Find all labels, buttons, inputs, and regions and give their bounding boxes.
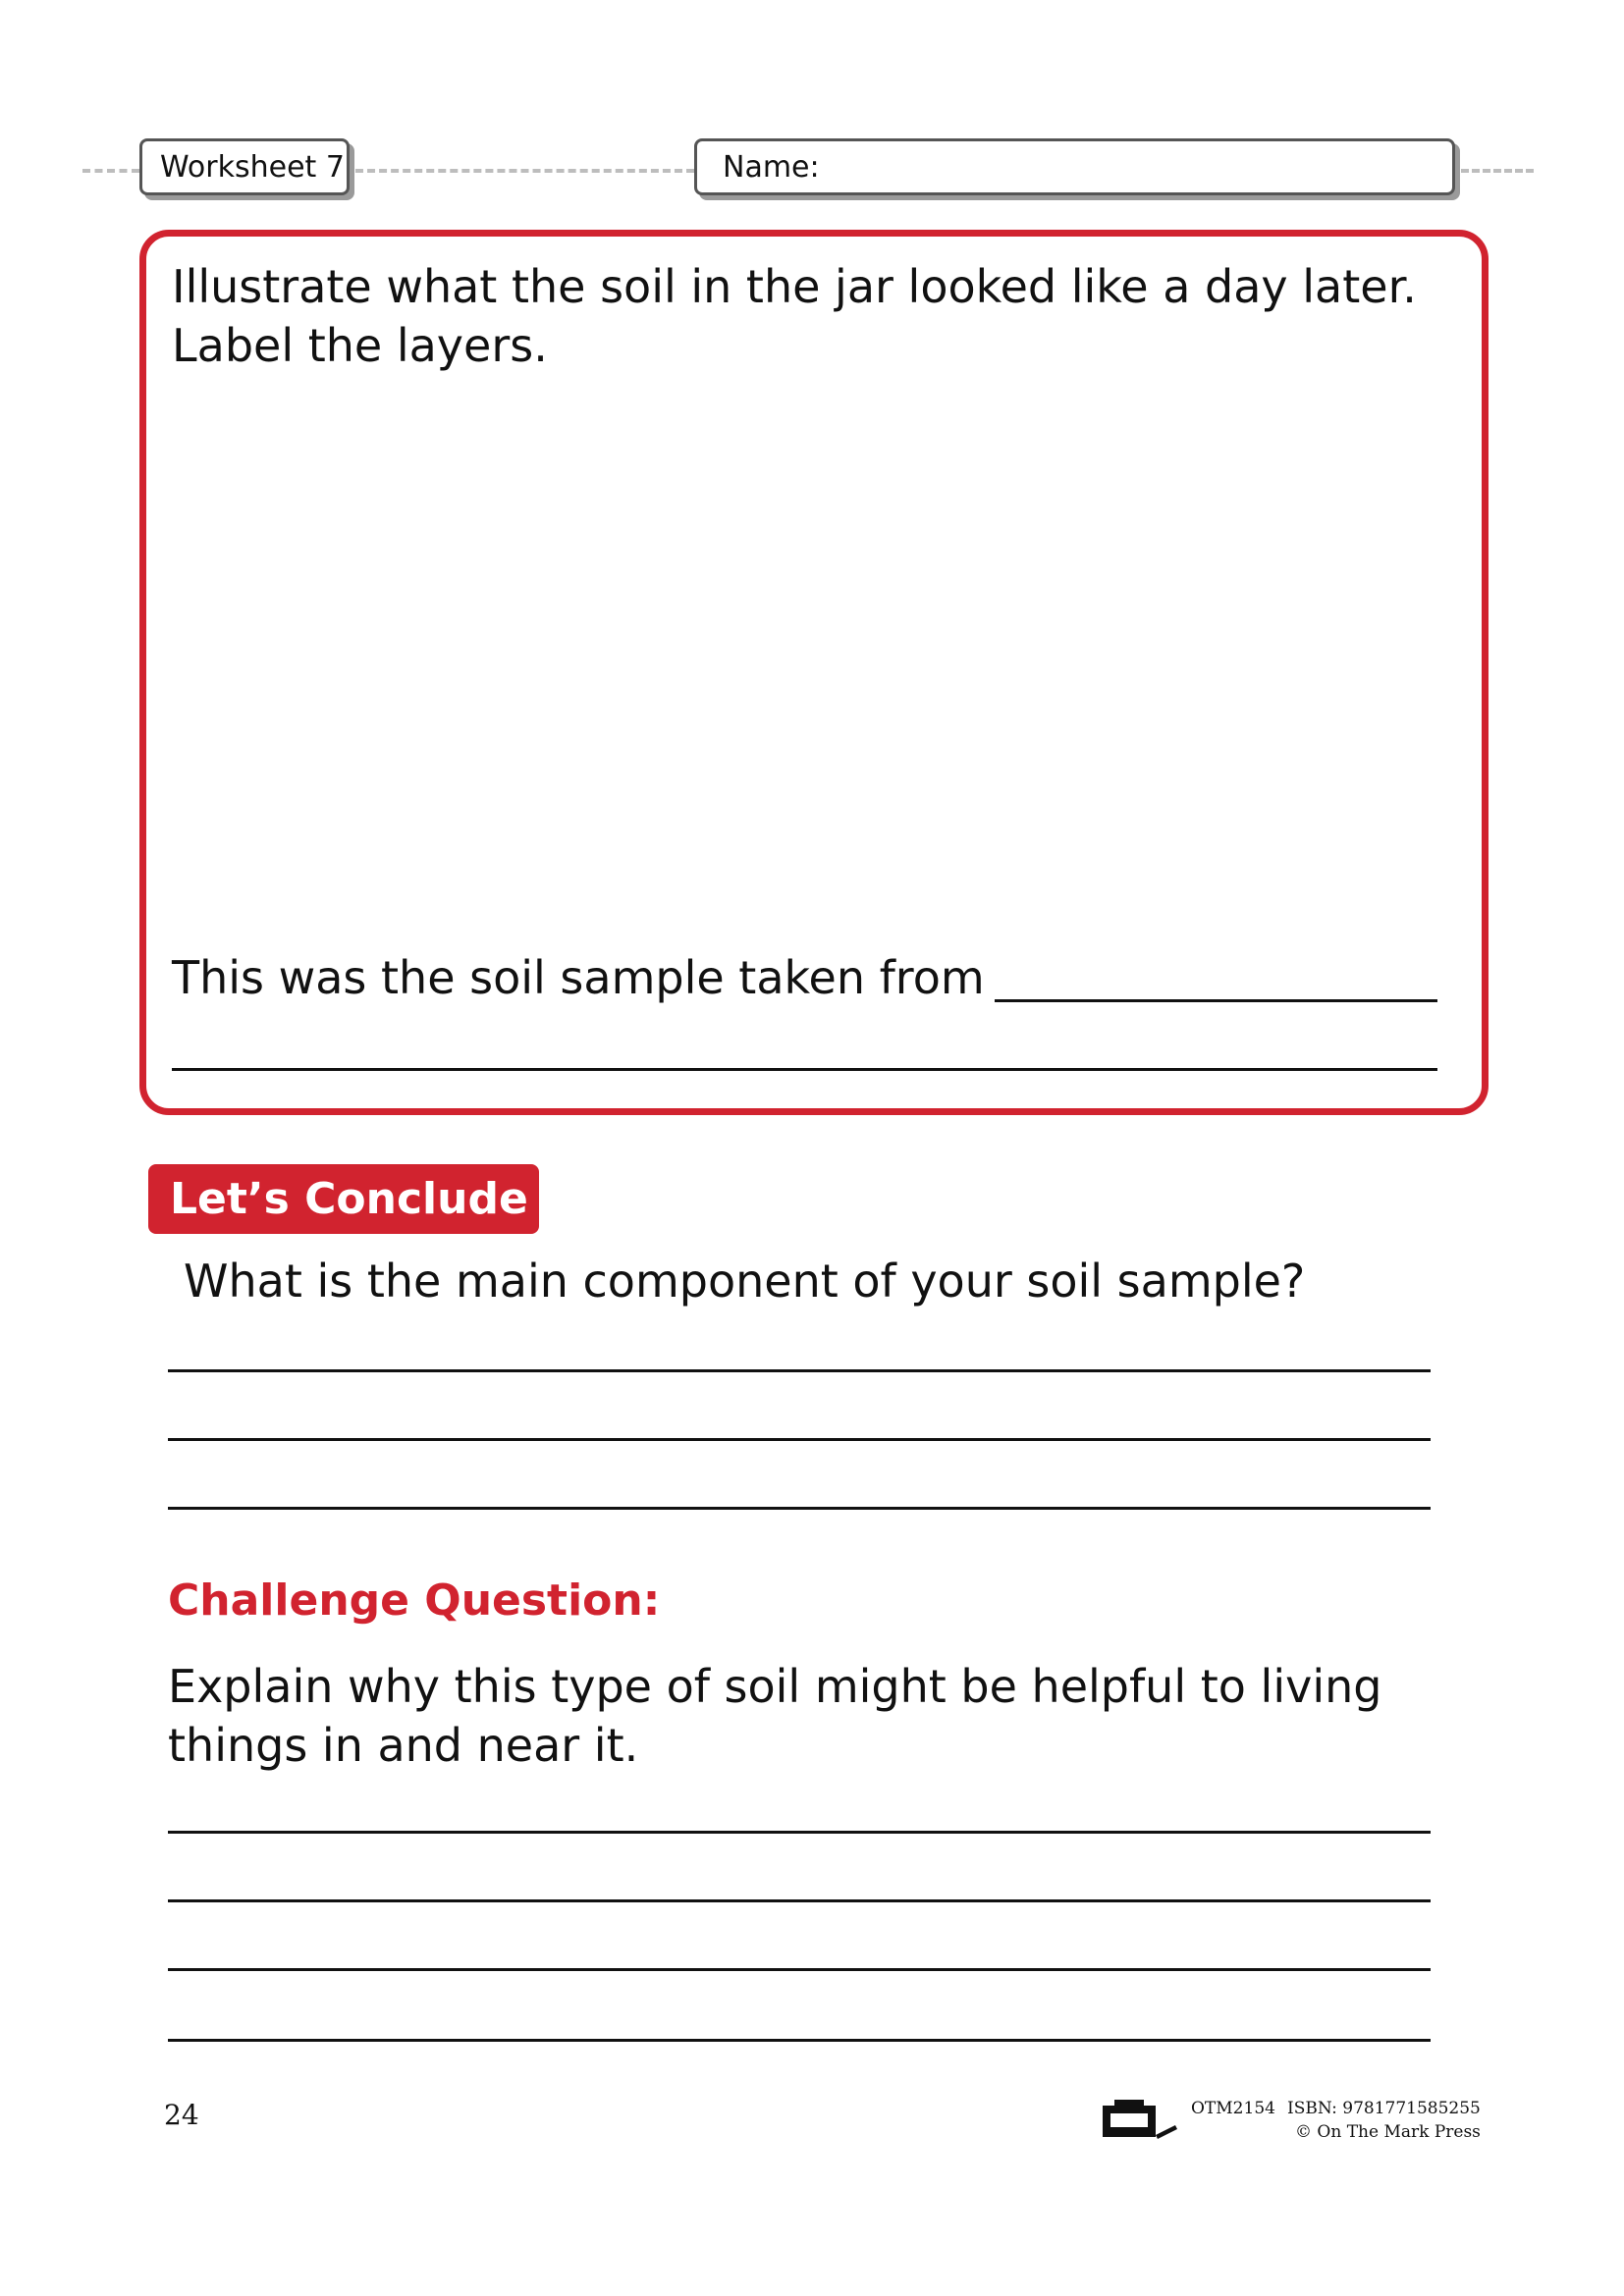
conclude-answer-line[interactable] (168, 1369, 1431, 1372)
header-dash-left (82, 169, 139, 173)
sample-source-answer-line[interactable] (995, 999, 1437, 1002)
challenge-question: Explain why this type of soil might be helpful to living things in and near it. (168, 1660, 1382, 1772)
publisher-logo-icon (1101, 2098, 1179, 2143)
challenge-answer-line[interactable] (168, 1968, 1431, 1971)
illustrate-prompt: Illustrate what the soil in the jar looked like a day later. Label the layers. (172, 260, 1417, 372)
name-label: Name: (723, 149, 820, 185)
worksheet-tab (139, 138, 350, 195)
conclude-question: What is the main component of your soil sample? (184, 1255, 1306, 1308)
sample-source-label: This was the soil sample taken from (172, 951, 985, 1004)
page-number: 24 (164, 2099, 199, 2131)
conclude-answer-line[interactable] (168, 1507, 1431, 1510)
product-code: OTM2154 (1191, 2099, 1275, 2118)
challenge-heading: Challenge Question: (168, 1575, 661, 1626)
name-field[interactable] (694, 138, 1455, 195)
header-dash-right (1461, 169, 1534, 173)
isbn: ISBN: 9781771585255 (1287, 2099, 1481, 2118)
conclude-answer-line[interactable] (168, 1438, 1431, 1441)
challenge-answer-line[interactable] (168, 2039, 1431, 2042)
challenge-answer-line[interactable] (168, 1831, 1431, 1834)
worksheet-label: Worksheet 7 (160, 149, 345, 185)
sample-source-answer-line-2[interactable] (172, 1068, 1437, 1071)
header-dash-middle (355, 169, 694, 173)
challenge-answer-line[interactable] (168, 1899, 1431, 1902)
copyright: © On The Mark Press (1295, 2122, 1481, 2142)
lets-conclude-badge: Let’s Conclude (148, 1164, 539, 1234)
